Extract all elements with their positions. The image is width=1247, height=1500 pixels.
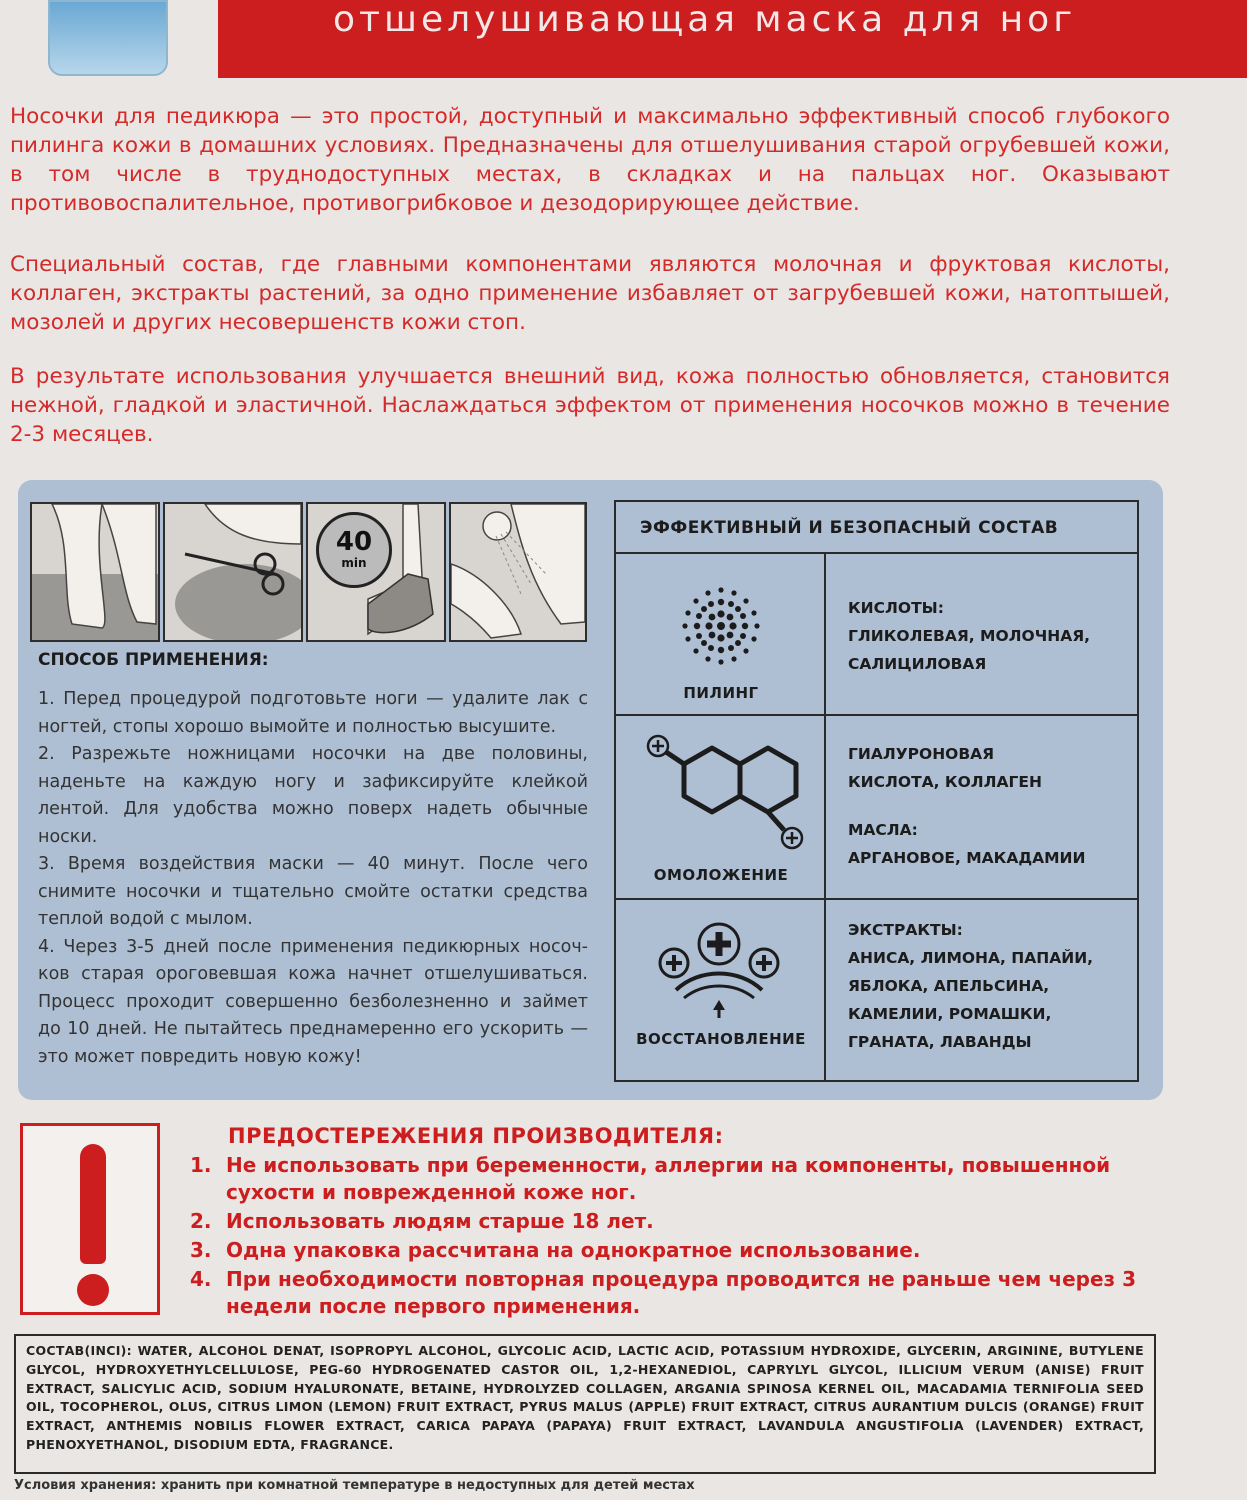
timer-badge (316, 512, 392, 588)
product-bottle-image (48, 0, 168, 76)
scissors-illustration (165, 504, 301, 640)
step-wash-feet-image (30, 502, 160, 642)
composition-text-line: КАМЕЛИИ, РОМАШКИ, (848, 1005, 1052, 1023)
step-rinse-image (449, 502, 587, 642)
composition-text (848, 916, 1138, 1056)
composition-text-line: ГИАЛУРОНОВАЯ (848, 745, 995, 763)
warning-text: При необходимости повторная процедура проводится не раньше чем через 3 недели после первого применения. (226, 1267, 1137, 1318)
composition-table (614, 500, 1139, 1082)
method-steps (38, 686, 588, 1071)
spacer (848, 796, 1138, 816)
method-step-3: 3. Время воздействия маски — 40 минут. После чего снимите носочки и тщательно смойте остатки средства теплой водой с мылом. (38, 854, 588, 929)
composition-text-line: ЯБЛОКА, АПЕЛЬСИНА, (848, 977, 1050, 995)
exclamation-dot (77, 1274, 109, 1306)
warnings-title: ПРЕДОСТЕРЕЖЕНИЯ ПРОИЗВОДИТЕЛЯ: (228, 1124, 724, 1148)
dots-circle-icon (666, 580, 776, 672)
exclamation-bar (80, 1144, 106, 1264)
warning-item (190, 1266, 1170, 1320)
composition-text-line: САЛИЦИЛОВАЯ (848, 655, 987, 673)
method-title: СПОСОБ ПРИМЕНЕНИЯ: (38, 650, 269, 670)
warning-text: Не использовать при беременности, аллергии на компоненты, повышенной сухости и поврежденной коже ног. (226, 1153, 1111, 1204)
intro-paragraph-2: Специальный состав, где главными компонентами являются молочная и фруктовая кислоты, коллаген, экстракты растений, за одно применение избавляет от загрубевшей кожи, натоптышей, мозолей и других несовершенств кожи стоп. (10, 252, 1170, 335)
composition-text-line: ЭКСТРАКТЫ: (848, 921, 963, 939)
banner-title: отшелушивающая маска для ног (333, 0, 1077, 40)
composition-text-line: АНИСА, ЛИМОНА, ПАПАЙИ, (848, 949, 1094, 967)
method-step-4: 4. Через 3-5 дней после применения педикюрных носоч-ков старая ороговевшая кожа начнет отшелушиваться. Процесс проходит совершенно безболезненно и займет до 10 дней. Не пытайтесь преднамеренно его ускорить — это может повредить новую кожу! (38, 936, 588, 1067)
composition-text-line: ГРАНАТА, ЛАВАНДЫ (848, 1033, 1032, 1051)
composition-text (848, 594, 1138, 678)
feet-illustration (32, 504, 158, 640)
composition-title: ЭФФЕКТИВНЫЙ И БЕЗОПАСНЫЙ СОСТАВ (616, 502, 1137, 554)
composition-row-peeling (616, 554, 1137, 716)
composition-icon-cell (616, 554, 826, 714)
warning-item (190, 1237, 1170, 1264)
composition-text-line: КИСЛОТЫ: (848, 599, 944, 617)
composition-row-rejuvenation (616, 716, 1137, 900)
composition-icon-cell (616, 716, 826, 898)
molecule-icon (644, 734, 804, 852)
top-banner (218, 0, 1247, 78)
warning-item (190, 1208, 1170, 1235)
warning-text: Использовать людям старше 18 лет. (226, 1209, 654, 1233)
warnings-list (190, 1152, 1170, 1322)
storage-conditions: Условия хранения: хранить при комнатной температуре в недоступных для детей местах (14, 1478, 695, 1493)
ingredients-box (14, 1334, 1156, 1474)
ingredients-text: СОСТАВ(INCI): WATER, ALCOHOL DENAT, ISOPROPYL ALCOHOL, GLYCOLIC ACID, LACTIC ACID, POTASSIUM HYDROXIDE, GLYCERIN, ARGININE, BUTYLENE GLYCOL, HYDROXYETHYLCELLULOSE, PEG-60 HYDROGENATED CASTOR OIL, 1,2-HEXANEDIOL, CAPRYLYL GLYCOL, ILLICIUM VERUM (ANISE) FRUIT EXTRACT, SALICYLIC ACID, SODIUM HYALURONATE, BETAINE, HYDROLYZED COLLAGEN, ARGANIA SPINOSA KERNEL OIL, MACADAMIA TERNIFOLIA SEED OIL, TOCOPHEROL, OLUS, CITRUS LIMON (LEMON) FRUIT EXTRACT, PYRUS MALUS (APPLE) FRUIT EXTRACT, CITRUS AURANTIUM DULCIS (ORANGE) FRUIT EXTRACT, ANTHEMIS NOBILIS FLOWER EXTRACT, CARICA PAPAYA (PAPAYA) FRUIT EXTRACT, LAVANDULA ANGUSTIFOLIA (LAVENDER) EXTRACT, PHENOXYETHANOL, DISODIUM EDTA, FRAGRANCE. (26, 1343, 1144, 1452)
warning-item (190, 1152, 1170, 1206)
composition-text-line: МАСЛА: (848, 821, 918, 839)
composition-caption: ПИЛИНГ (683, 684, 759, 702)
plus-circles-icon (654, 918, 784, 1018)
composition-text (848, 740, 1138, 872)
warning-text: Одна упаковка рассчитана на однократное использование. (226, 1238, 921, 1262)
composition-text-line: АРГАНОВОЕ, МАКАДАМИИ (848, 849, 1086, 867)
warning-number: 3. (190, 1238, 212, 1262)
warning-number: 2. (190, 1209, 212, 1233)
composition-text-line: ГЛИКОЛЕВАЯ, МОЛОЧНАЯ, (848, 627, 1091, 645)
composition-text-line: КИСЛОТА, КОЛЛАГЕН (848, 773, 1042, 791)
composition-row-recovery (616, 900, 1137, 1080)
step-cut-socks-image (163, 502, 303, 642)
warning-number: 1. (190, 1153, 212, 1177)
timer-value: 40 (335, 527, 373, 557)
rinse-illustration (451, 504, 585, 640)
method-step-2: 2. Разрежьте ножницами носочки на две половины, наденьте на каждую ногу и зафиксируйте клейкой лентой. Для удобства можно поверх надеть обычные носки. (38, 744, 588, 847)
intro-paragraph-1: Носочки для педикюра — это простой, доступный и максимально эффективный способ глубокого пилинга кожи в домашних условиях. Предназначены для отшелушивания старой огрубевшей кожи, в том числе в труднодоступных местах, в складках и на пальцах ног. Оказывают противовоспалительное, противогрибковое и дезодорирующее действие. (10, 104, 1170, 216)
composition-icon-cell (616, 900, 826, 1080)
composition-caption: ОМОЛОЖЕНИЕ (653, 866, 789, 884)
timer-unit: min (341, 556, 367, 570)
composition-caption: ВОССТАНОВЛЕНИЕ (636, 1030, 806, 1048)
warning-icon (20, 1123, 160, 1315)
warning-number: 4. (190, 1267, 212, 1291)
intro-paragraph-3: В результате использования улучшается внешний вид, кожа полностью обновляется, становится нежной, гладкой и эластичной. Наслаждаться эффектом от применения носочков можно в течение 2-3 месяцев. (10, 364, 1170, 447)
method-step-1: 1. Перед процедурой подготовьте ноги — удалите лак с ногтей, стопы хорошо вымойте и полностью высушите. (38, 689, 588, 737)
